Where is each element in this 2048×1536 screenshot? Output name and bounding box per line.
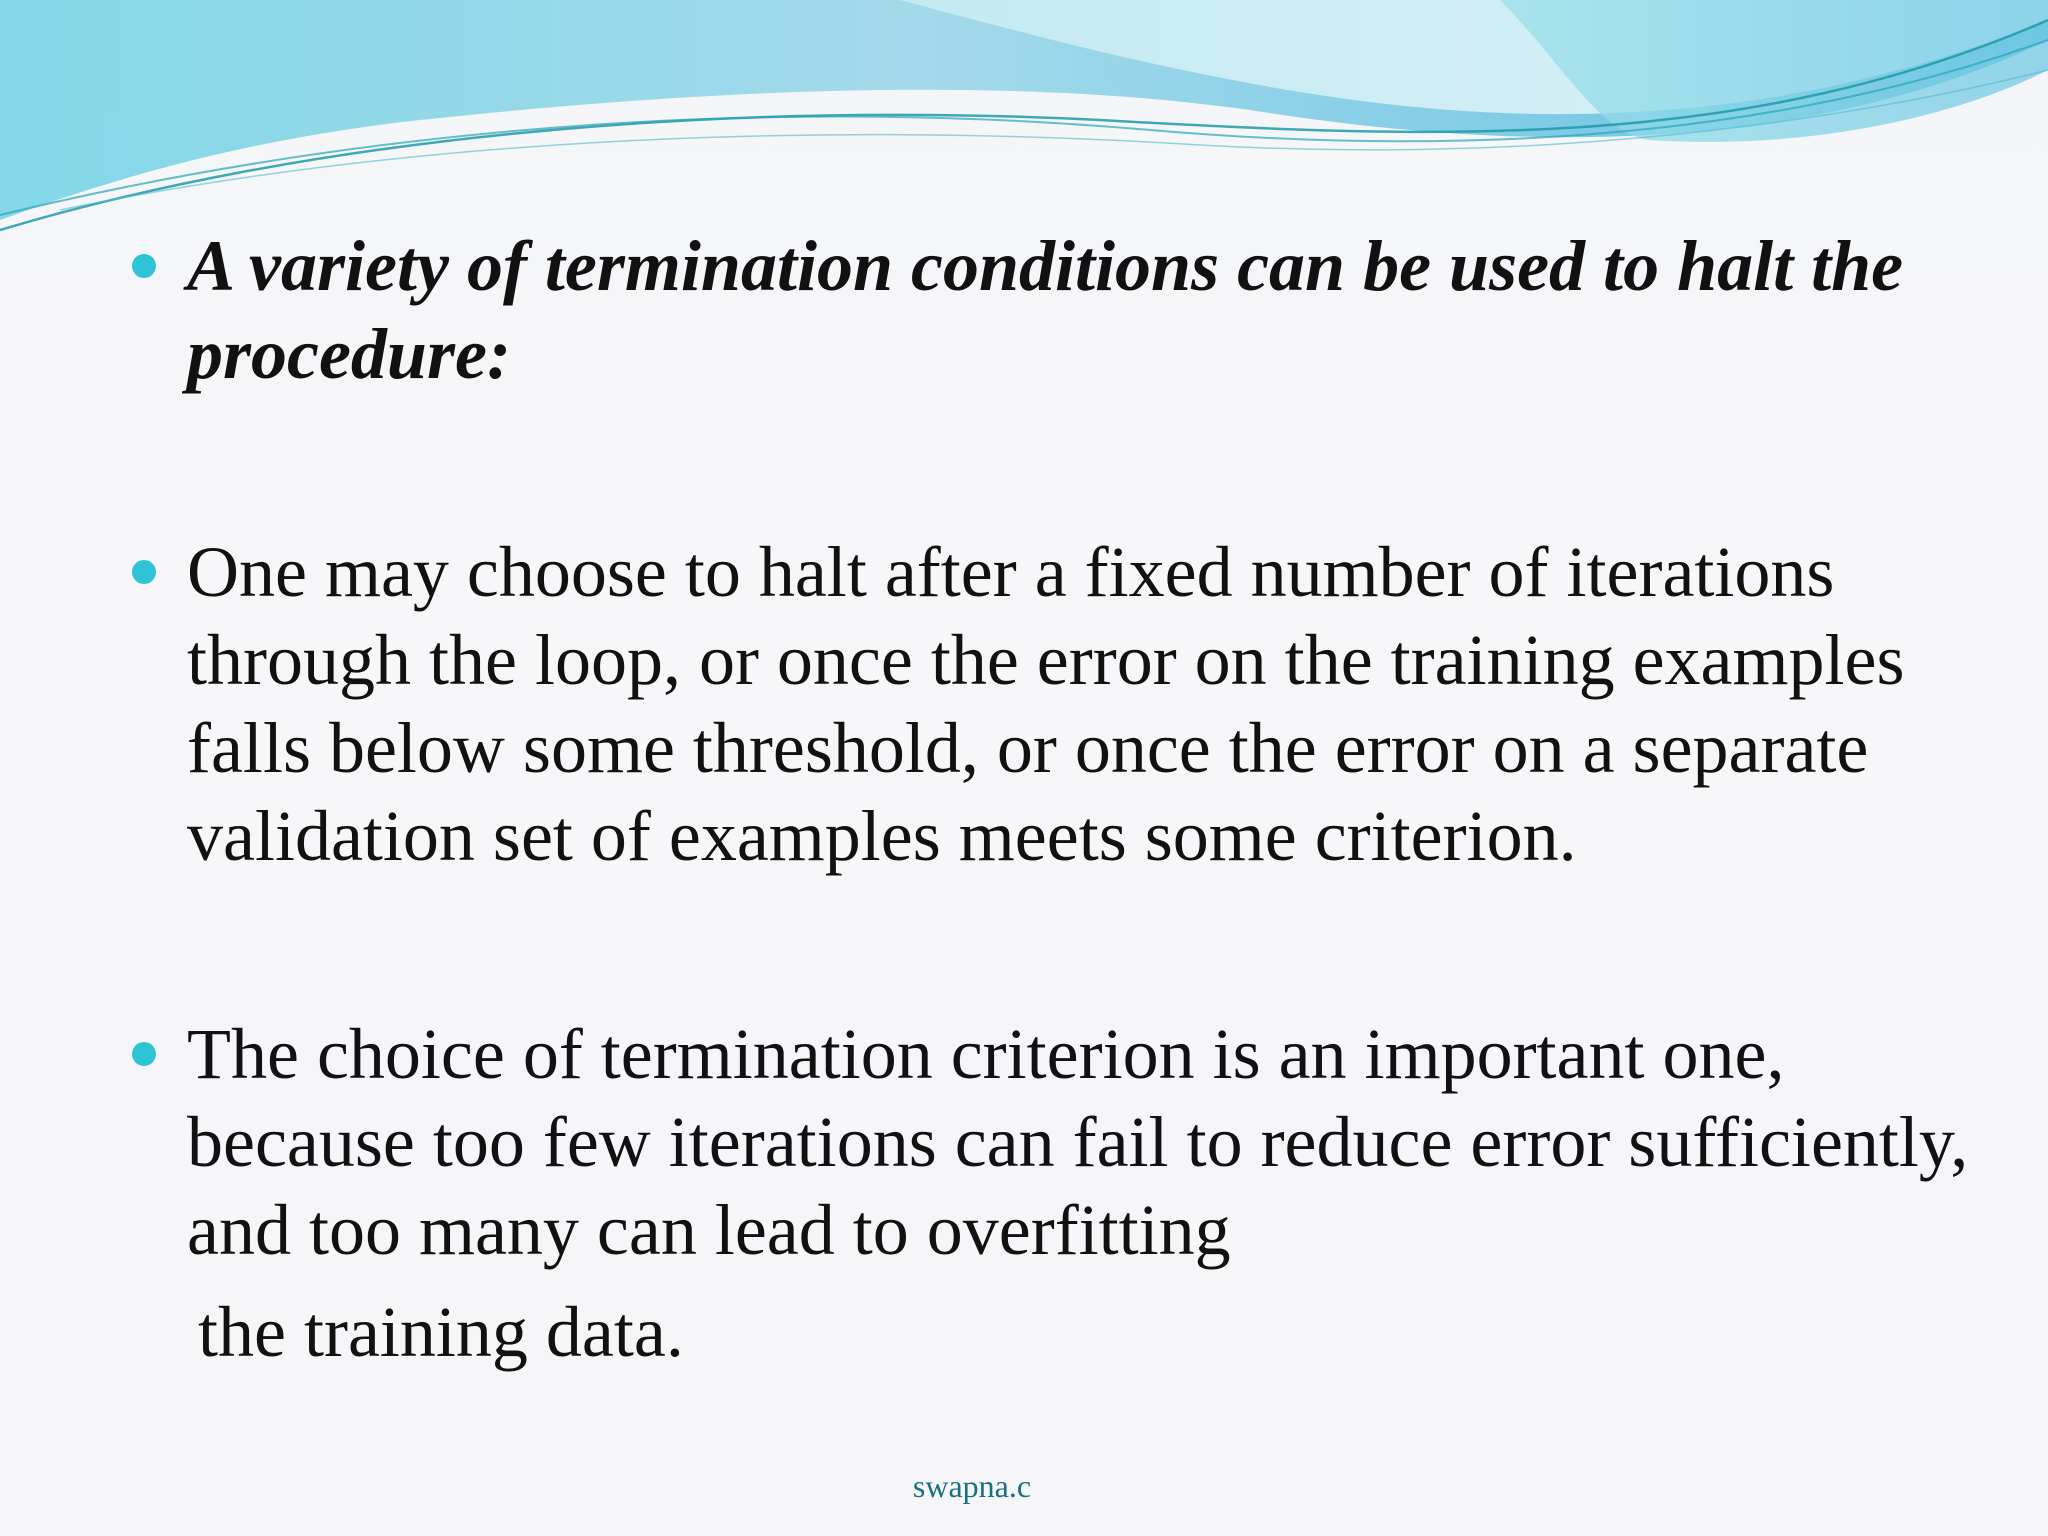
bullet-dot-icon	[132, 1042, 156, 1066]
bullet-list	[132, 222, 1972, 1274]
bullet-text: One may choose to halt after a fixed number of iterations through the loop, or once the error on the training examples falls below some threshold, or once the error on a separate validation set of examples meets some criterion.	[187, 532, 1905, 876]
header-wave-decoration	[0, 0, 2048, 240]
bullet-halt-options	[132, 528, 1972, 880]
bullet-termination-conditions	[132, 222, 1972, 398]
footer-author: swapna.c	[912, 1468, 1032, 1504]
footer	[0, 1468, 2048, 1505]
bullet-dot-icon	[132, 254, 156, 278]
bullet-text: The choice of termination criterion is an important one, because too few iterations can fail to reduce error sufficiently, and too many can lead to overfitting	[187, 1014, 1969, 1270]
bullet-continuation-text: the training data.	[198, 1292, 684, 1372]
bullet-text: A variety of termination conditions can be used to halt the procedure:	[187, 226, 1904, 394]
bullet-criterion-choice	[132, 1010, 1972, 1274]
bullet-dot-icon	[132, 560, 156, 584]
